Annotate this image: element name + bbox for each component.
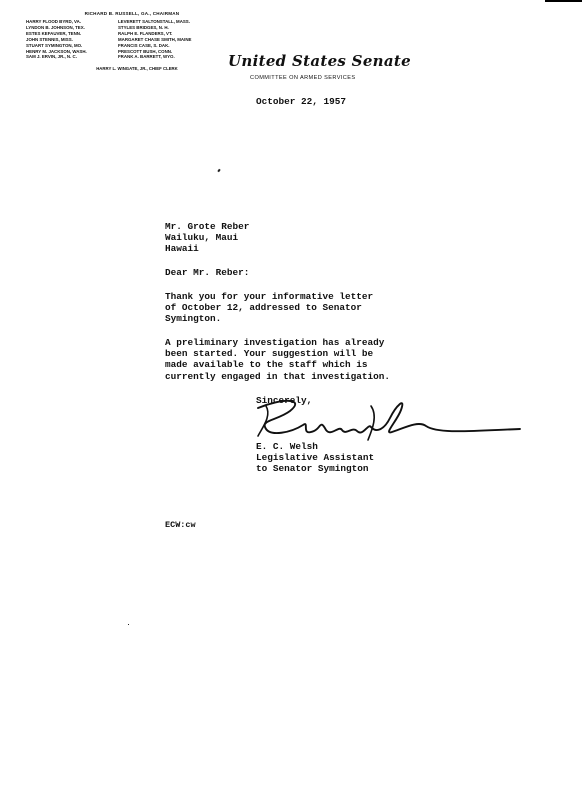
chief-clerk-line: HARRY L. WINGATE, JR., CHIEF CLERK	[96, 66, 178, 71]
chairman-line: RICHARD B. RUSSELL, GA., CHAIRMAN	[84, 11, 180, 16]
roster-member: FRANCIS CASE, S. DAK.	[118, 42, 170, 48]
roster-member: RALPH E. FLANDERS, VT.	[118, 30, 173, 36]
salutation: Dear Mr. Reber:	[165, 267, 250, 278]
committee-name: COMMITTEE ON ARMED SERVICES	[250, 75, 356, 81]
body-line: Symington.	[165, 313, 222, 325]
signer-title: Legislative Assistant	[256, 452, 375, 464]
roster-member: HENRY M. JACKSON, WASH.	[26, 48, 87, 54]
roster-member: STUART SYMINGTON, MO.	[26, 42, 83, 48]
recipient-line: Wailuku, Maui	[165, 232, 239, 244]
body-line: A preliminary investigation has already	[165, 337, 385, 348]
signer-block	[256, 441, 374, 475]
body-line: of October 12, addressed to Senator	[165, 302, 362, 314]
committee-roster	[22, 11, 212, 91]
letterhead-title: United States Senate	[228, 52, 411, 70]
recipient-line: Mr. Grote Reber	[165, 221, 250, 232]
roster-member: PRESCOTT BUSH, CONN.	[118, 48, 173, 54]
roster-member: HARRY FLOOD BYRD, VA.	[26, 19, 82, 24]
body-line: been started. Your suggestion will be	[165, 348, 374, 360]
scan-speck	[128, 624, 129, 625]
scan-edge-mark	[545, 0, 582, 2]
roster-member: LEVERETT SALTONSTALL, MASS.	[118, 19, 190, 24]
roster-member: SAM J. ERVIN, JR., N. C.	[26, 54, 77, 60]
roster-member: STYLES BRIDGES, N. H.	[118, 24, 169, 30]
scan-speck	[217, 169, 220, 173]
body-line: made available to the staff which is	[165, 359, 368, 371]
body-paragraph-2	[165, 337, 390, 382]
roster-right-column	[118, 19, 210, 60]
roster-member: FRANK A. BARRETT, WYO.	[118, 54, 175, 60]
body-line: currently engaged in that investigation.	[165, 370, 391, 382]
letter-date: October 22, 1957	[256, 96, 347, 107]
body-paragraph-1	[165, 291, 373, 325]
roster-member: JOHN STENNIS, MISS.	[26, 36, 73, 42]
closing: Sincerely,	[256, 395, 313, 406]
recipient-address	[165, 221, 249, 255]
roster-left-column	[26, 19, 118, 60]
signer-affiliation: to Senator Symington	[256, 463, 369, 475]
recipient-line: Hawaii	[165, 243, 199, 255]
roster-member: MARGARET CHASE SMITH, MAINE	[118, 36, 192, 42]
roster-member: LYNDON B. JOHNSON, TEX.	[26, 24, 85, 30]
signer-name: E. C. Welsh	[256, 441, 318, 452]
reference-initials: ECW:cw	[165, 520, 196, 530]
roster-member: ESTES KEFAUVER, TENN.	[26, 30, 82, 36]
body-line: Thank you for your informative letter	[165, 291, 374, 302]
